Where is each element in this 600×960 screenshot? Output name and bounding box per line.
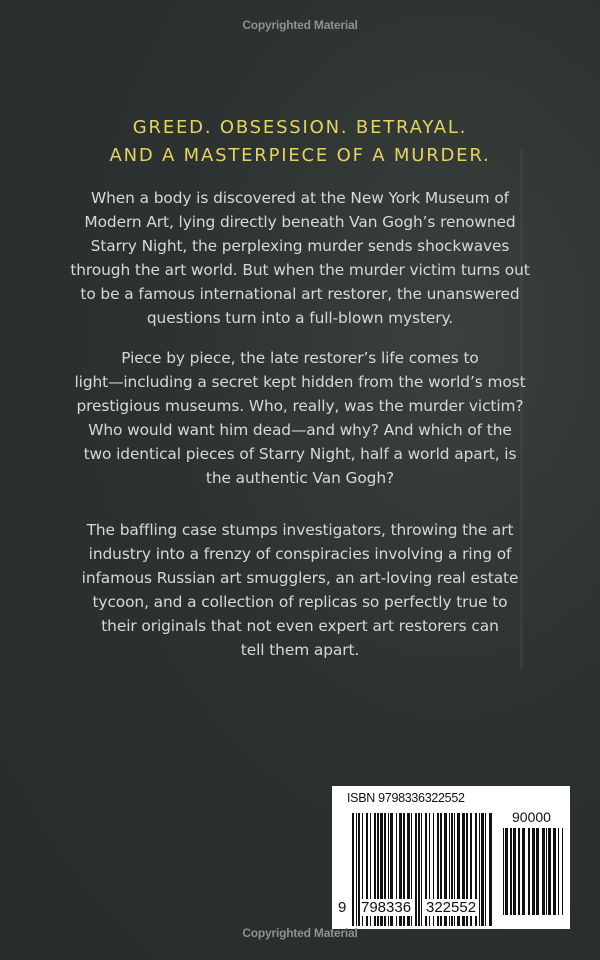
text-line: The baffling case stumps investigators, throwing the art <box>86 521 514 539</box>
barcode-digit-first: 9 <box>338 899 347 916</box>
barcode-bar <box>518 828 520 915</box>
text-line: their originals that not even expert art restorers can <box>101 617 499 635</box>
barcode-bar <box>485 813 486 926</box>
text-line: to be a famous international art restorer, the unanswered <box>80 285 520 303</box>
barcode-bar <box>415 813 417 926</box>
blurb-paragraph-3 <box>60 518 540 662</box>
barcode-bar <box>542 828 545 915</box>
text-line: prestigious museums. Who, really, was the murder victim? <box>76 397 524 415</box>
barcode-bar <box>522 828 525 915</box>
text-line: tell them apart. <box>240 641 360 659</box>
watermark-top: Copyrighted Material <box>242 18 358 32</box>
barcode-bar <box>513 828 516 915</box>
barcode-bar <box>489 813 492 926</box>
barcode-digits-group-1: 798336 <box>361 899 412 916</box>
price-code: 90000 <box>512 809 551 825</box>
addon-bars <box>503 828 565 915</box>
isbn-barcode <box>332 786 570 929</box>
barcode-bar <box>356 813 357 926</box>
text-line: infamous Russian art smugglers, an art-loving real estate <box>81 569 519 587</box>
barcode-bar <box>558 828 559 915</box>
isbn-label: ISBN 9798336322552 <box>347 791 465 805</box>
text-line: questions turn into a full-blown mystery. <box>146 309 454 327</box>
blurb-paragraph-1 <box>60 186 540 330</box>
text-line: industry into a frenzy of conspiracies involving a ring of <box>88 545 512 563</box>
text-line: two identical pieces of Starry Night, half a world apart, is <box>83 445 517 463</box>
text-line: tycoon, and a collection of replicas so perfectly true to <box>92 593 508 611</box>
barcode-bar <box>479 813 480 926</box>
barcode-bar <box>548 828 551 915</box>
barcode-bar <box>528 828 530 915</box>
barcode-digits-group-2: 322552 <box>426 899 477 916</box>
barcode-bar <box>503 828 504 915</box>
barcode-bar <box>510 828 512 915</box>
text-line: the authentic Van Gogh? <box>205 469 395 487</box>
barcode-bar <box>532 828 535 915</box>
barcode-bar <box>562 828 563 915</box>
blurb-paragraph-2 <box>60 346 540 490</box>
text-line: Modern Art, lying directly beneath Van Gogh’s renowned <box>84 213 516 231</box>
text-line: When a body is discovered at the New York Museum of <box>91 189 509 207</box>
barcode-bar <box>536 828 539 915</box>
barcode-bar <box>352 813 354 926</box>
text-line: Who would want him dead—and why? And which of the <box>88 421 512 439</box>
barcode-bar <box>481 813 484 926</box>
tagline-line: AND A MASTERPIECE OF A MURDER. <box>109 145 491 166</box>
watermark-bottom: Copyrighted Material <box>242 926 358 940</box>
barcode-bar <box>553 828 556 915</box>
barcode-bar <box>546 828 547 915</box>
barcode-bar <box>505 828 508 915</box>
tagline <box>0 114 600 170</box>
text-line: Piece by piece, the late restorer’s life comes to <box>121 349 479 367</box>
text-line: Starry Night, the perplexing murder sends shockwaves <box>90 237 510 255</box>
barcode-bar <box>421 813 422 926</box>
barcode-bar <box>418 813 420 926</box>
tagline-line: GREED. OBSESSION. BETRAYAL. <box>132 117 468 138</box>
text-line: through the art world. But when the murder victim turns out <box>70 261 530 279</box>
text-line: light—including a secret kept hidden from the world’s most <box>74 373 526 391</box>
